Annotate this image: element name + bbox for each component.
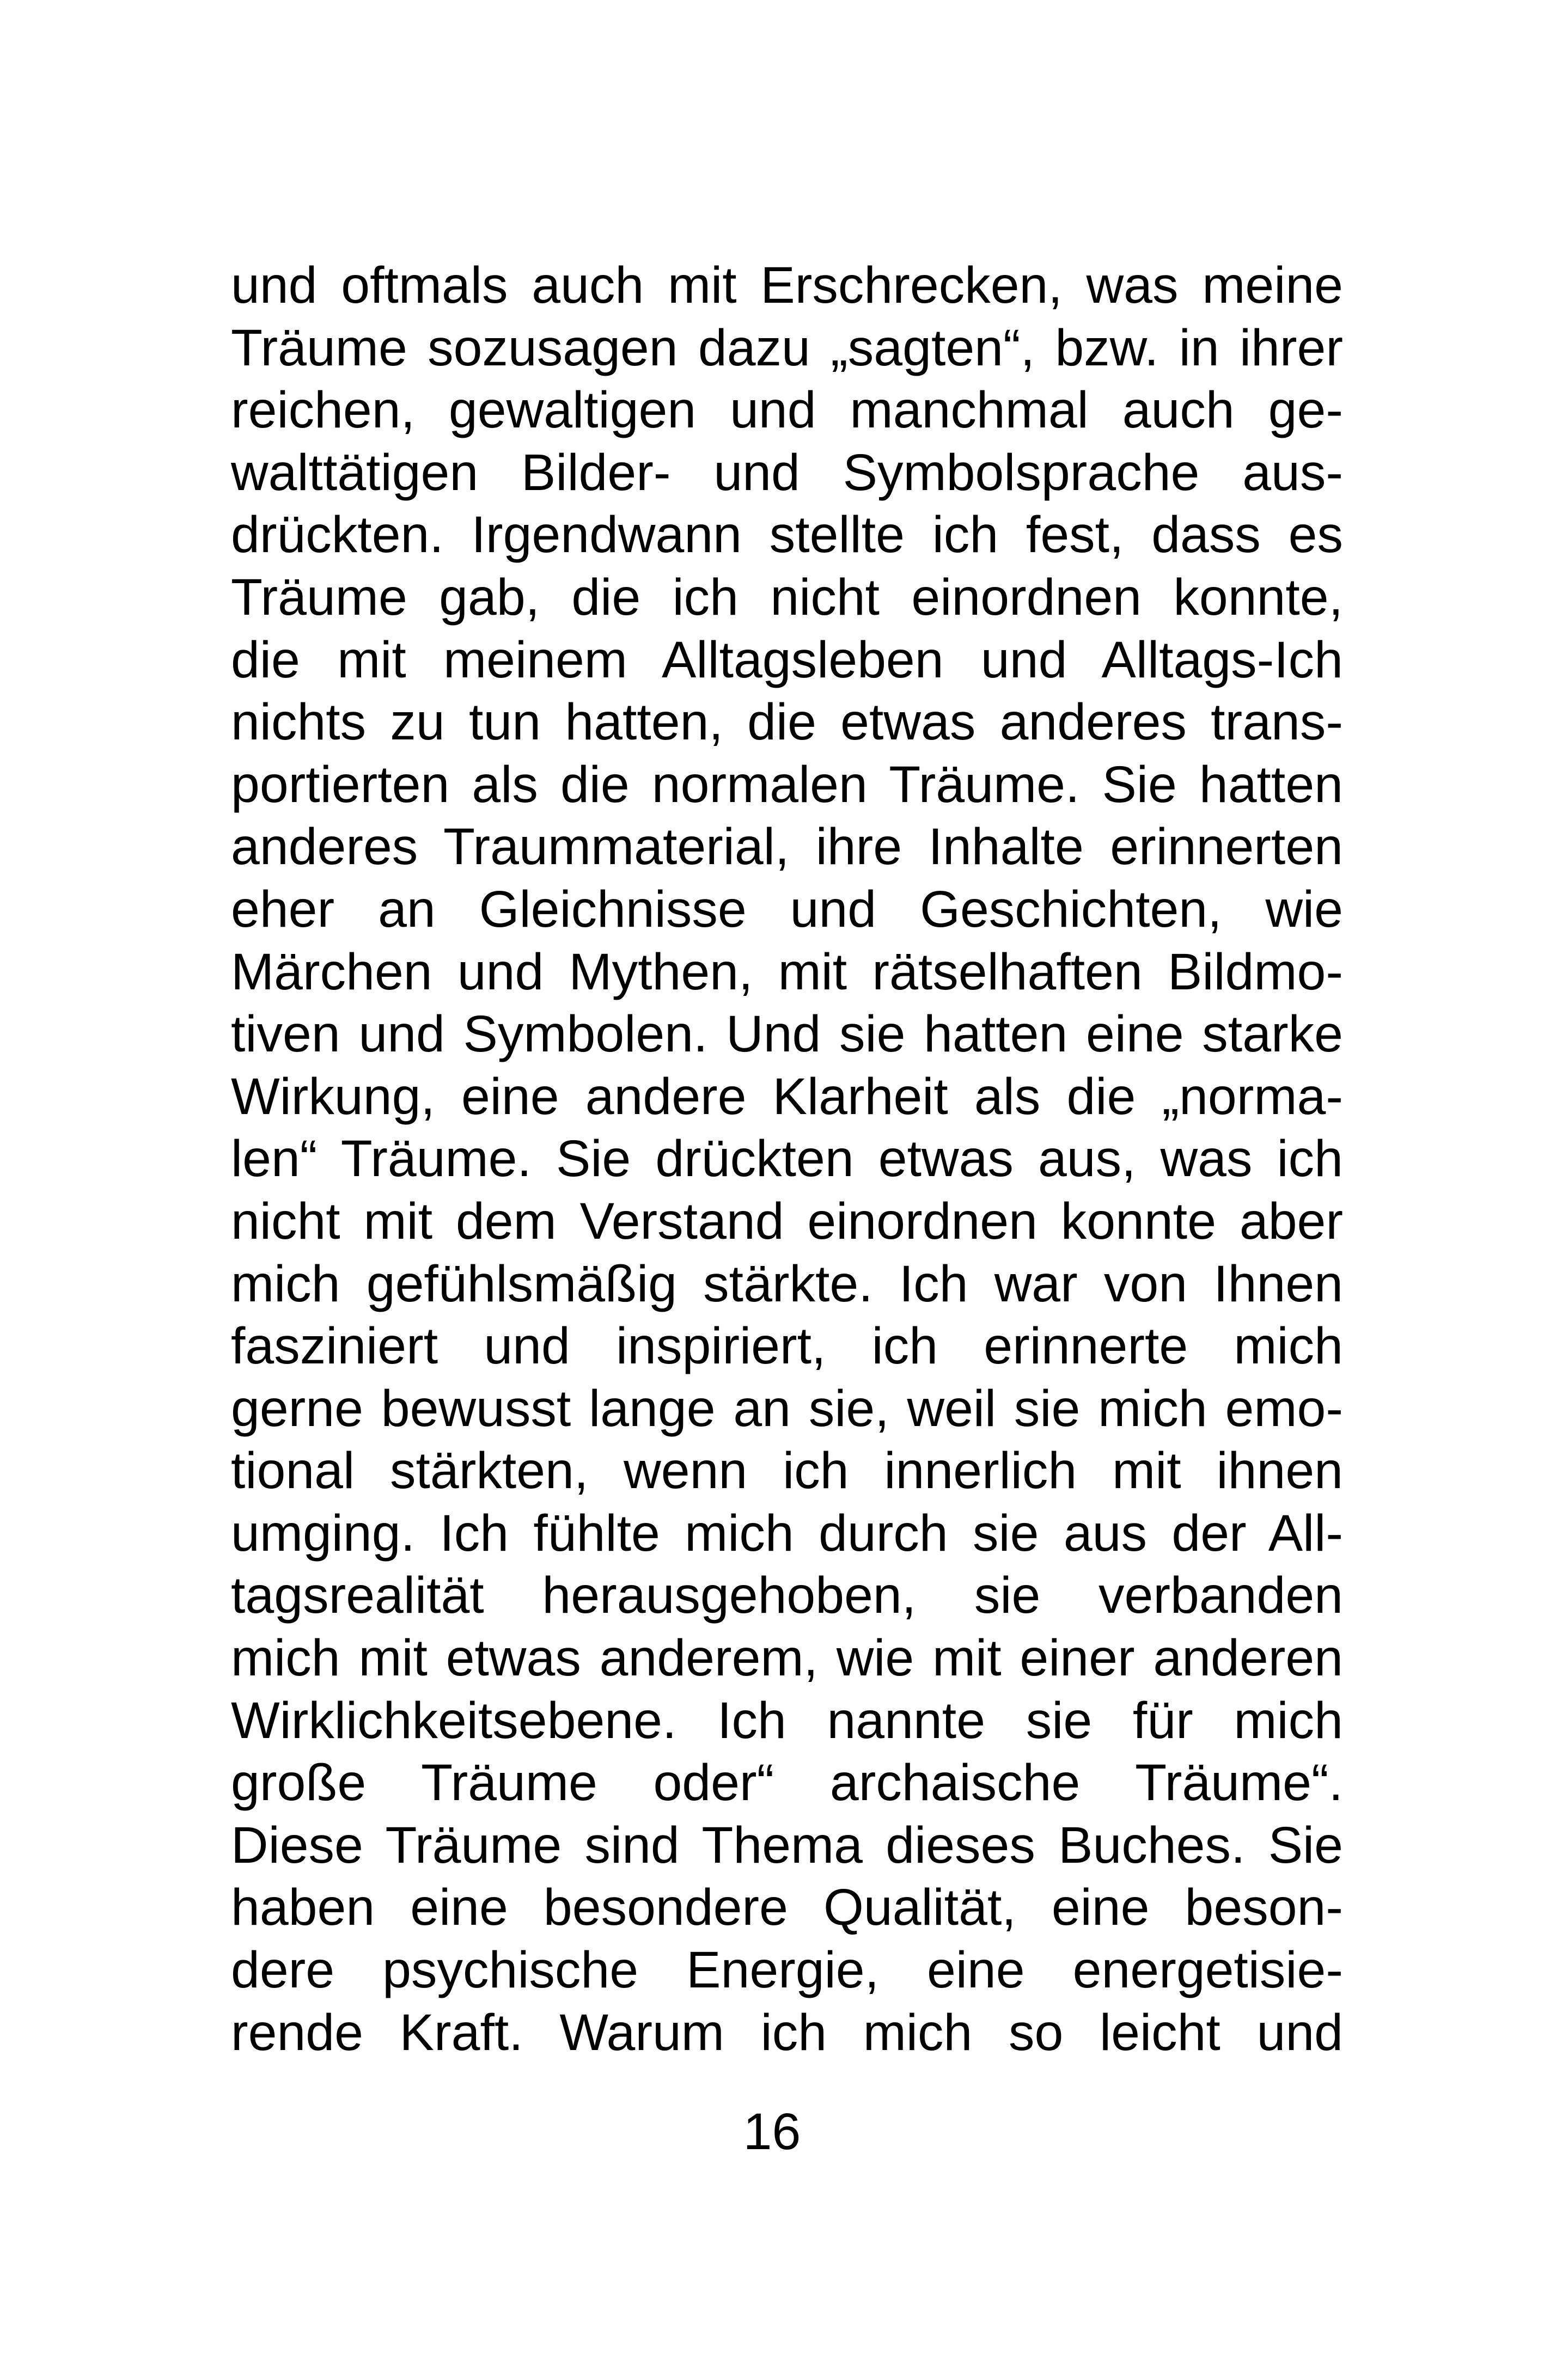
- text-line: dere psychische Energie, eine energetisie-: [231, 1941, 1343, 1999]
- text-line: anderes Traummaterial, ihre Inhalte erinnerten: [231, 818, 1343, 876]
- text-line: Wirklichkeitsebene. Ich nannte sie für mich: [231, 1691, 1343, 1749]
- text-line: haben eine besondere Qualität, eine beson-: [231, 1879, 1343, 1937]
- text-line: Träume gab, die ich nicht einordnen konnte,: [231, 568, 1343, 626]
- text-line: walttätigen Bilder- und Symbolsprache aus-: [231, 443, 1343, 501]
- text-line: und oftmals auch mit Erschrecken, was meine: [231, 256, 1343, 314]
- text-line: len“ Träume. Sie drückten etwas aus, was ich: [231, 1130, 1343, 1188]
- text-line: portierten als die normalen Träume. Sie hatten: [231, 755, 1343, 813]
- text-line: tional stärkten, wenn ich innerlich mit ihnen: [231, 1442, 1343, 1500]
- text-line: Märchen und Mythen, mit rätselhaften Bildmo-: [231, 943, 1343, 1001]
- page-number: 16: [743, 2103, 801, 2161]
- text-line: fasziniert und inspiriert, ich erinnerte mich: [231, 1317, 1343, 1375]
- text-line: gerne bewusst lange an sie, weil sie mich emo-: [231, 1379, 1343, 1437]
- text-line: mich gefühlsmäßig stärkte. Ich war von Ihnen: [231, 1255, 1343, 1313]
- text-line: die mit meinem Alltagsleben und Alltags-Ich: [231, 631, 1343, 689]
- text-line: reichen, gewaltigen und manchmal auch ge-: [231, 381, 1343, 439]
- text-line: tiven und Symbolen. Und sie hatten eine starke: [231, 1005, 1343, 1063]
- text-line: Wirkung, eine andere Klarheit als die „norma-: [231, 1067, 1343, 1125]
- body-text: [231, 254, 1343, 2064]
- text-line: Träume sozusagen dazu „sagten“, bzw. in ihrer: [231, 319, 1343, 377]
- text-line: mich mit etwas anderem, wie mit einer anderen: [231, 1629, 1343, 1687]
- text-line: umging. Ich fühlte mich durch sie aus der All-: [231, 1504, 1343, 1562]
- text-line: tagsrealität herausgehoben, sie verbanden: [231, 1567, 1343, 1625]
- text-line: nichts zu tun hatten, die etwas anderes trans-: [231, 693, 1343, 751]
- text-line: drückten. Irgendwann stellte ich fest, dass es: [231, 506, 1343, 564]
- text-line: große Träume oder“ archaische Träume“.: [231, 1754, 1343, 1812]
- text-line: Diese Träume sind Thema dieses Buches. Sie: [231, 1816, 1343, 1874]
- text-line: eher an Gleichnisse und Geschichten, wie: [231, 880, 1343, 938]
- text-line: rende Kraft. Warum ich mich so leicht und: [231, 2003, 1343, 2061]
- text-line: nicht mit dem Verstand einordnen konnte aber: [231, 1192, 1343, 1250]
